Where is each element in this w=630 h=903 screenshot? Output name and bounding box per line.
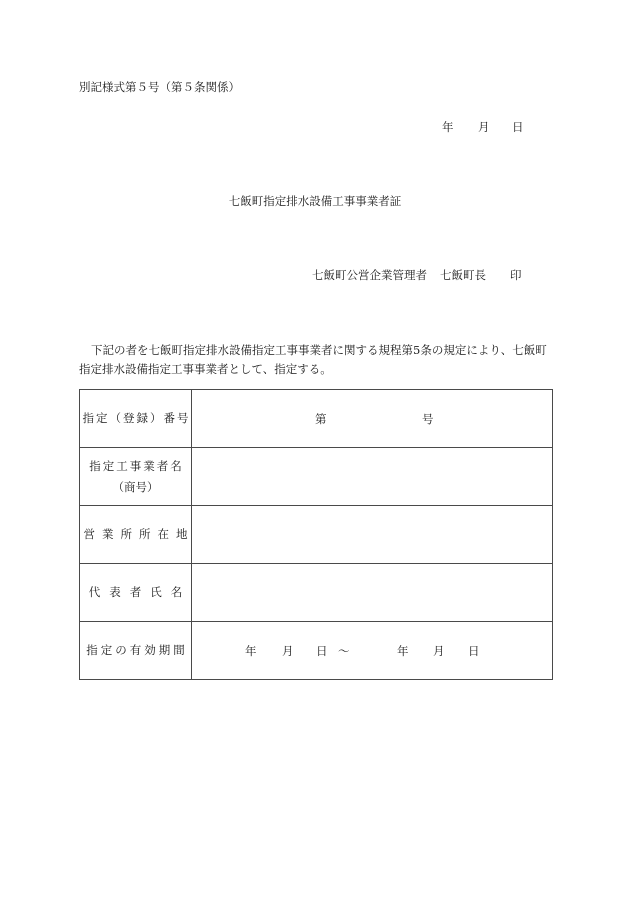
table-row-office-address <box>80 506 553 564</box>
label-trade-name: （商号） <box>112 479 159 494</box>
label-registration-number: 指定（登録）番号 <box>80 390 192 448</box>
issuer-name: 七飯町長 <box>440 268 486 282</box>
label-contractor-name: 指定工事業者名 （商号） <box>80 448 192 506</box>
period-end-day: 日 <box>468 643 480 658</box>
period-end-month: 月 <box>433 643 445 658</box>
registration-suffix: 号 <box>422 411 434 426</box>
registration-prefix: 第 <box>315 411 327 426</box>
certificate-table <box>79 389 553 680</box>
validity-period-field[interactable] <box>192 622 553 680</box>
seal-mark: 印 <box>510 268 522 282</box>
certificate-title: 七飯町指定排水設備工事事業者証 <box>228 194 402 208</box>
date-year-label: 年 <box>442 120 454 134</box>
table-row-registration-number <box>80 390 553 448</box>
label-office-address: 営業所所在地 <box>80 506 192 564</box>
period-end-year: 年 <box>397 643 409 658</box>
body-text: 下記の者を七飯町指定排水設備指定工事事業者に関する規程第5条の規定により、七飯町指定排水設備指定工事事業者として、指定する。 <box>79 343 547 376</box>
issuer-position: 七飯町公営企業管理者 <box>312 268 427 282</box>
period-start-month: 月 <box>282 643 294 658</box>
label-validity-period: 指定の有効期間 <box>80 622 192 680</box>
office-address-field[interactable] <box>192 506 553 564</box>
table-row-representative <box>80 564 553 622</box>
date-month-label: 月 <box>478 120 490 134</box>
period-start-day: 日 <box>316 643 328 658</box>
contractor-name-field[interactable] <box>192 448 553 506</box>
representative-field[interactable] <box>192 564 553 622</box>
table-row-validity-period <box>80 622 553 680</box>
label-representative: 代表者氏名 <box>80 564 192 622</box>
form-number: 別記様式第５号（第５条関係） <box>79 80 240 94</box>
period-tilde: ～ <box>338 643 350 658</box>
period-start-year: 年 <box>245 643 257 658</box>
date-day-label: 日 <box>512 120 524 134</box>
table-row-contractor-name <box>80 448 553 506</box>
registration-number-field[interactable] <box>192 390 553 448</box>
